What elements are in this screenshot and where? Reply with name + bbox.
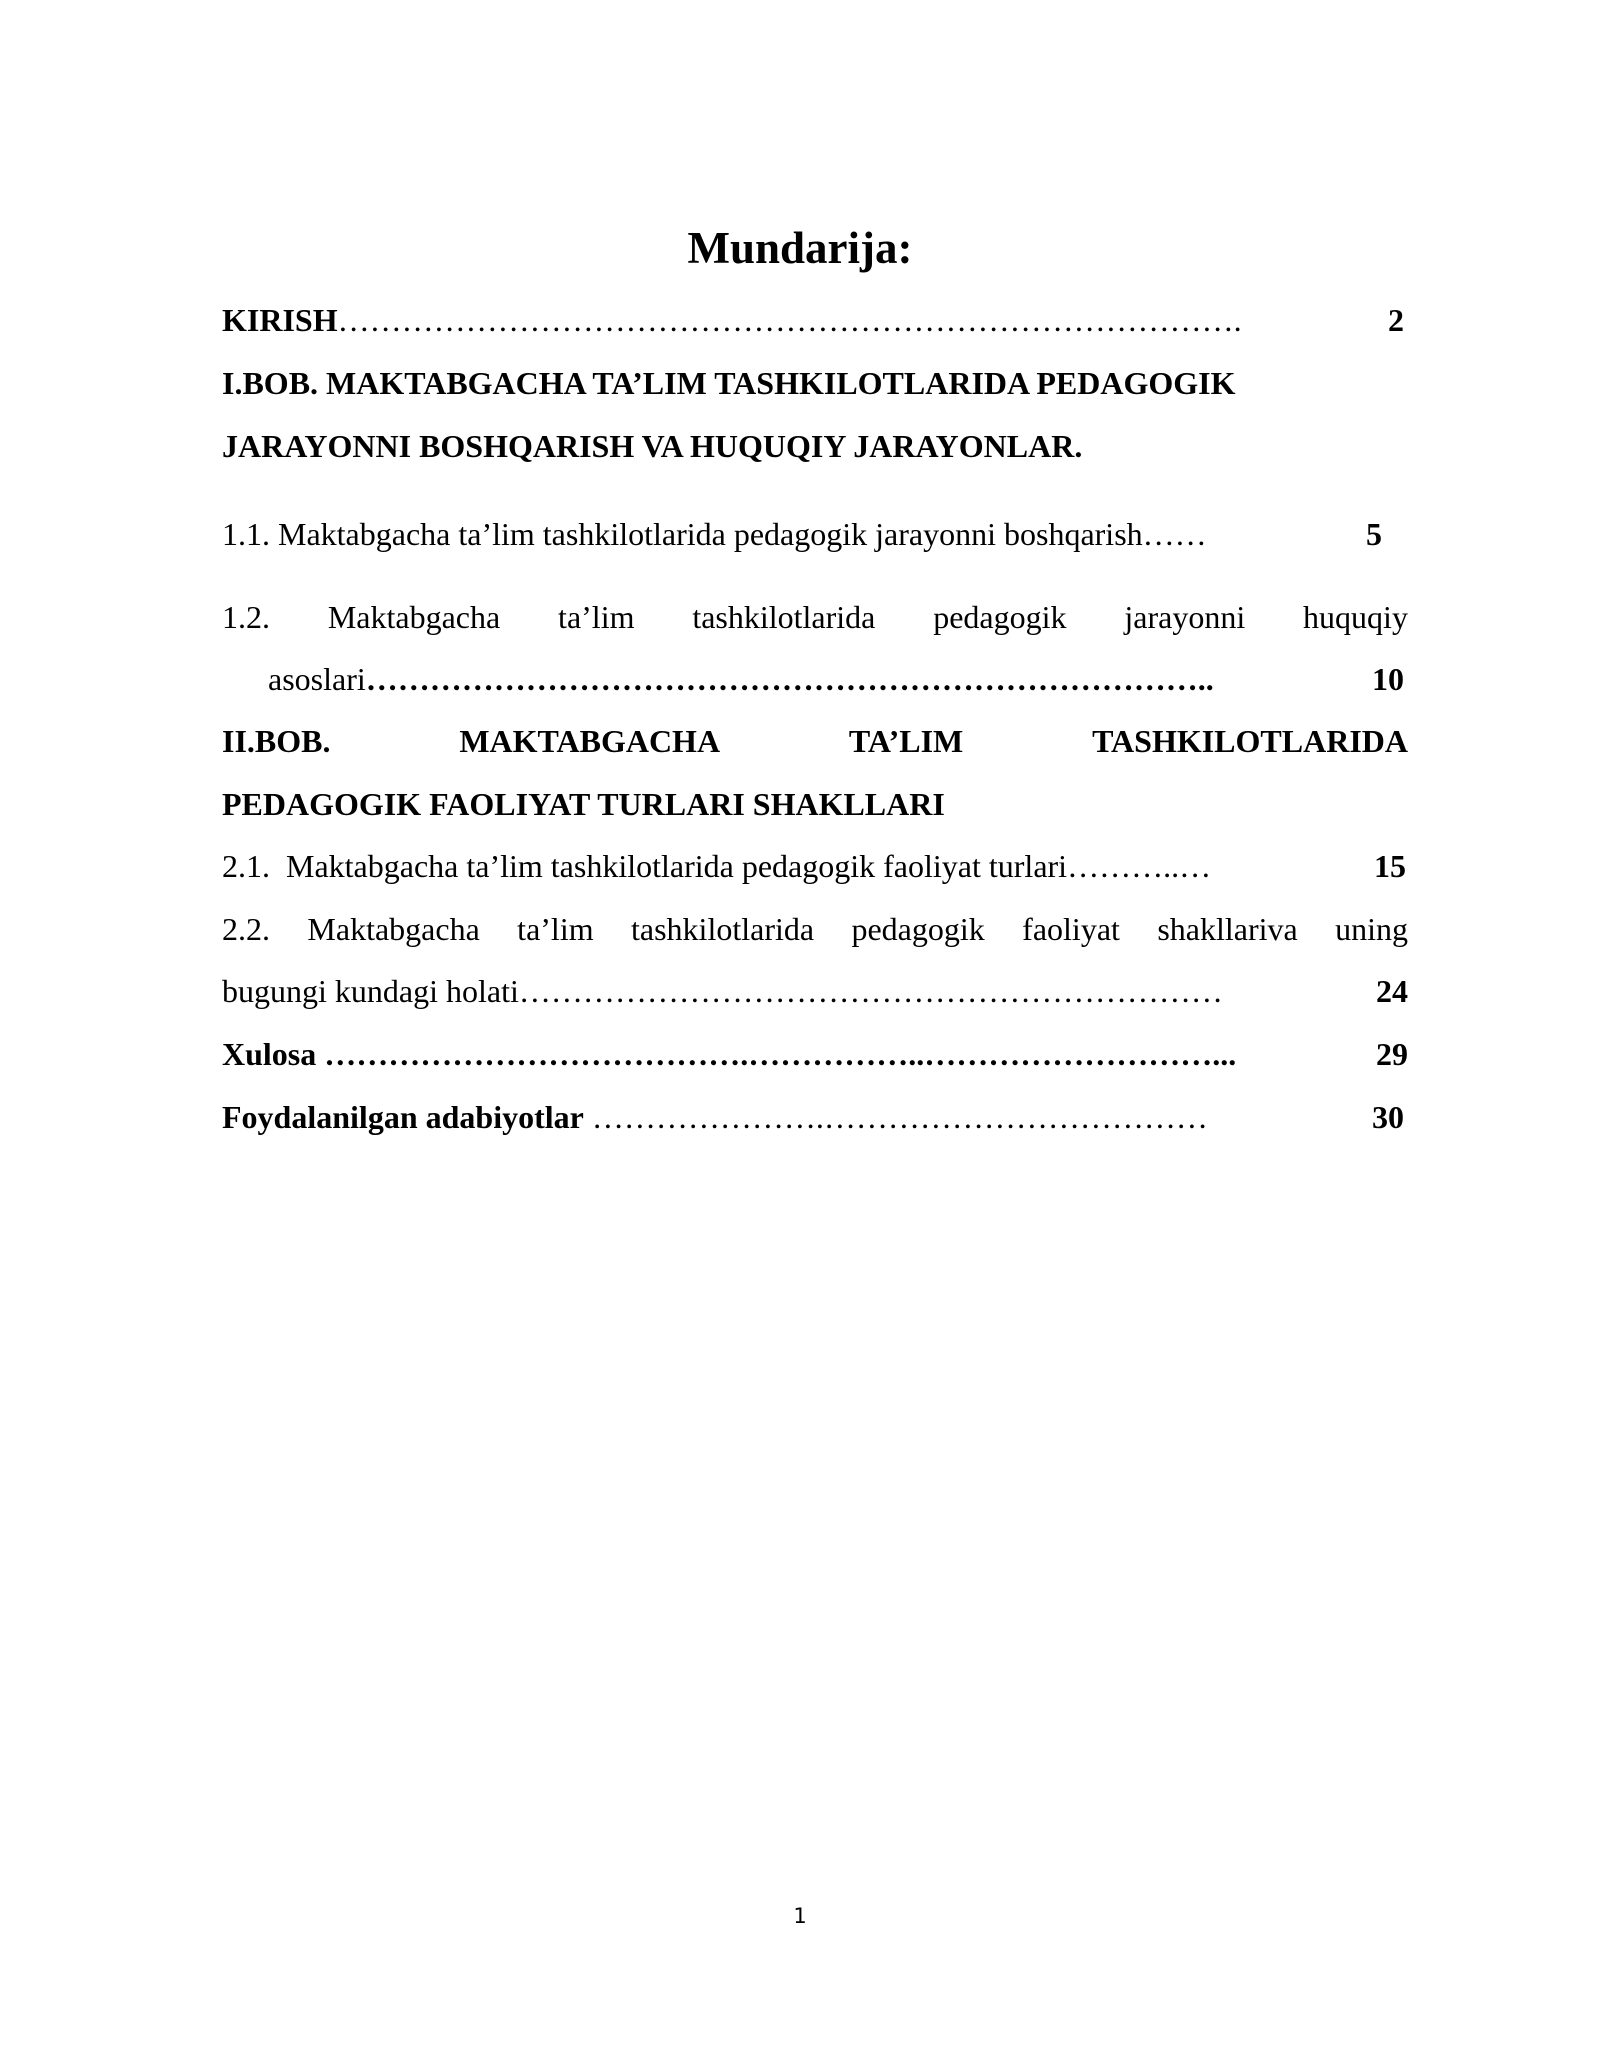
toc-word: faoliyat: [1022, 911, 1120, 947]
toc-entry-text: Foydalanilgan adabiyotlar: [222, 1099, 584, 1135]
toc-entry-xulosa: [222, 1034, 1408, 1074]
toc-entry-2-2-line-1: [222, 909, 1408, 949]
toc-word: ta’lim: [558, 599, 635, 635]
toc-entry-text: asoslari: [268, 661, 366, 697]
toc-entry-1-2-line-2: [268, 659, 1404, 699]
toc-entry-2-1: [222, 846, 1408, 886]
toc-page-number: 29: [1376, 1036, 1408, 1072]
toc-page-number: 24: [1376, 973, 1408, 1009]
toc-word: TASHKILOTLARIDA: [1092, 723, 1408, 759]
toc-word: tashkilotlarida: [631, 911, 815, 947]
toc-entry-text: 1.1. Maktabgacha ta’lim tashkilotlarida pedagogik jarayonni boshqarish: [222, 516, 1143, 552]
toc-word: MAKTABGACHA: [459, 723, 721, 759]
toc-leader-dots: ………………………………….……………..………………………...: [316, 1036, 1237, 1072]
toc-word: jarayonni: [1124, 599, 1246, 635]
toc-chapter-1-line-1: I.BOB. MAKTABGACHA TA’LIM TASHKILOTLARIDA PEDAGOGIK: [222, 365, 1236, 401]
toc-leader-dots: ……: [1142, 516, 1207, 552]
toc-word: Maktabgacha: [307, 911, 480, 947]
toc-word: 2.2.: [222, 911, 270, 947]
toc-word: Maktabgacha: [327, 599, 501, 635]
toc-page-number: 30: [1372, 1099, 1404, 1135]
toc-word: pedagogik: [851, 911, 985, 947]
toc-chapter-2-line-2: PEDAGOGIK FAOLIYAT TURLARI SHAKLLARI: [222, 786, 945, 822]
toc-leader-dots: ………………….………………………………: [583, 1099, 1208, 1135]
toc-page-number: 10: [1372, 661, 1404, 697]
toc-word: pedagogik: [933, 599, 1067, 635]
toc-word: uning: [1335, 911, 1408, 947]
toc-entry-text: Xulosa: [222, 1036, 317, 1072]
toc-entry-1-1: [222, 514, 1382, 554]
page-title: Mundarija:: [687, 223, 913, 273]
toc-chapter-2-line-1: [222, 721, 1408, 761]
toc-word: 1.2.: [222, 599, 270, 635]
toc-word: huquqiy: [1303, 599, 1408, 635]
toc-entry-text: 2.1. Maktabgacha ta’lim tashkilotlarida pedagogik faoliyat turlari: [222, 848, 1068, 884]
toc-word: TA’LIM: [848, 723, 964, 759]
toc-entry-1-2-line-1: [222, 597, 1408, 637]
toc-word: II.BOB.: [222, 723, 331, 759]
toc-entry-adabiyotlar: [222, 1097, 1404, 1137]
toc-word: shakllariva: [1157, 911, 1298, 947]
toc-entry-text: KIRISH: [222, 302, 338, 338]
toc-word: ta’lim: [517, 911, 594, 947]
toc-entry-text: bugungi kundagi holati: [222, 973, 519, 1009]
toc-leader-dots: ………..…: [1067, 848, 1212, 884]
toc-page-number: 5: [1366, 516, 1382, 552]
toc-entry-2-2-line-2: [222, 971, 1408, 1011]
toc-word: tashkilotlarida: [692, 599, 876, 635]
footer-page-number: 1: [793, 1904, 807, 1928]
toc-chapter-1-line-2: JARAYONNI BOSHQARISH VA HUQUQIY JARAYONLAR.: [222, 428, 1083, 464]
toc-leader-dots: ……………………………………………………………………..: [365, 661, 1214, 697]
toc-leader-dots: …………………………………………………………: [518, 973, 1223, 1009]
toc-page-number: 15: [1374, 848, 1406, 884]
toc-leader-dots: ………………………………………………………………………….: [337, 302, 1242, 338]
toc-page-number: 2: [1388, 302, 1404, 338]
toc-entry-kirish: [222, 300, 1408, 340]
